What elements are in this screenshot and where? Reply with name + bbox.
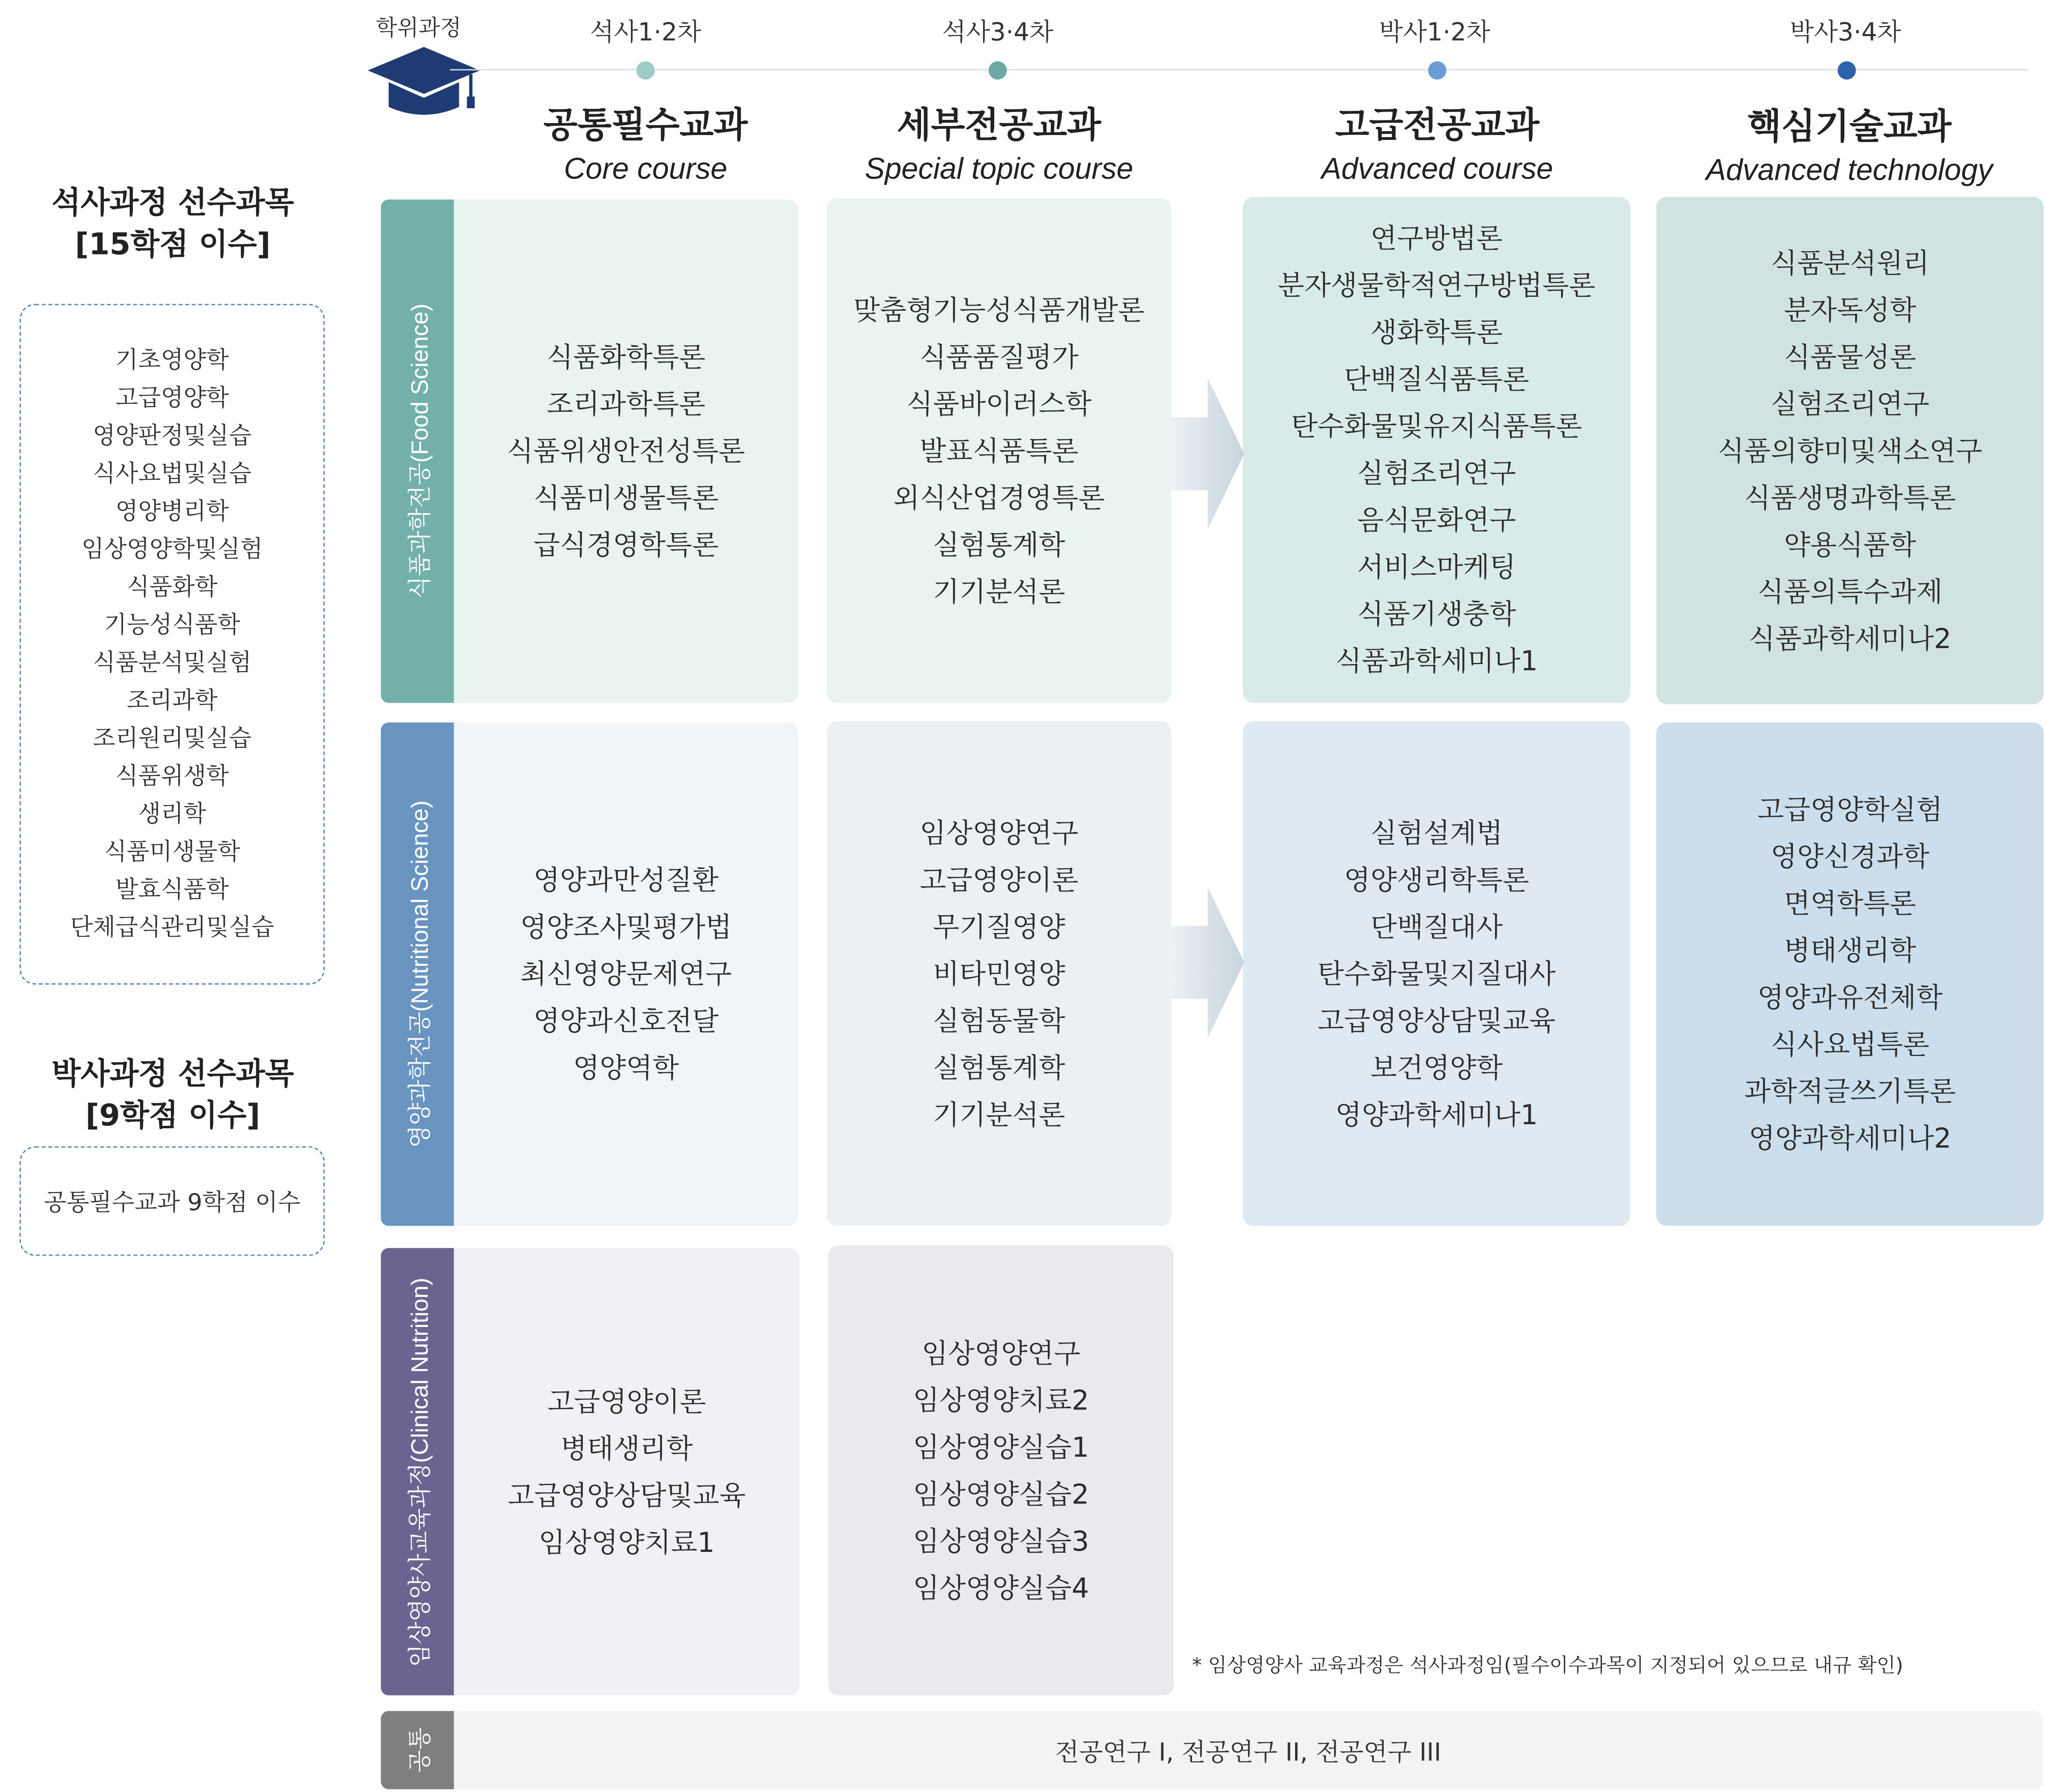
course-item: 병태생리학 — [560, 1432, 693, 1464]
course-item: 영양과만성질환 — [533, 864, 719, 896]
course-item: 영양생리학특론 — [1344, 864, 1529, 896]
progression-arrow-icon — [1169, 887, 1247, 1038]
course-item: 약용식품학 — [1784, 529, 1917, 560]
course-item: 면역학특론 — [1784, 888, 1917, 919]
prereq-course-item: 영양판정및실습 — [93, 422, 252, 450]
column-title-ko: 고급전공교과 — [1335, 105, 1540, 146]
course-item: 임상영양치료2 — [912, 1384, 1089, 1416]
column-title-en: Advanced technology — [1706, 152, 1993, 187]
course-item: 외식산업경영특론 — [893, 482, 1105, 513]
course-item: 급식경영학특론 — [533, 529, 719, 561]
course-item: 병태생리학 — [1784, 935, 1917, 967]
prereq-course-item: 식품분석및실험 — [93, 649, 252, 677]
stage-dot — [637, 61, 655, 79]
footnote: * 임상영양사 교육과정은 석사과정임(필수이수과목이 지정되어 있으므로 내규 확인) — [1192, 1653, 1903, 1677]
stage-label: 석사1·2차 — [590, 18, 702, 47]
prereq-course-item: 조리과학 — [126, 687, 218, 715]
column-title-en: Core course — [564, 151, 727, 186]
course-item: 고급영양이론 — [547, 1385, 706, 1417]
course-item: 임상영양연구 — [919, 817, 1079, 848]
stage-label: 석사3·4차 — [942, 18, 1054, 47]
course-item: 분자독성학 — [1784, 294, 1917, 325]
course-item: 임상영양치료1 — [539, 1526, 715, 1558]
course-item: 고급영양이론 — [919, 864, 1079, 896]
course-item: 식품기생충학 — [1357, 598, 1516, 630]
course-item: 식품물성론 — [1784, 341, 1917, 373]
course-item: 임상영양실습4 — [912, 1572, 1089, 1604]
course-item: 임상영양실습1 — [912, 1431, 1089, 1463]
row-label-text: 임상영양사교육과정(Clinical Nutrition) — [407, 1277, 433, 1666]
masters-prereq-list — [21, 341, 323, 946]
course-item: 실험설계법 — [1370, 817, 1503, 848]
course-cell — [1656, 197, 2044, 704]
prereq-course-item: 식사요법및실습 — [93, 460, 252, 488]
course-item: 영양과신호전달 — [533, 1005, 719, 1037]
course-item: 실험조리연구 — [1770, 388, 1930, 419]
course-item: 식품위생안전성특론 — [507, 435, 745, 467]
column-title-en: Special topic course — [864, 151, 1133, 186]
course-item: 식품과학세미나1 — [1335, 645, 1538, 677]
prereq-course-item: 발효식품학 — [115, 876, 229, 904]
prereq-course-item: 조리원리및실습 — [93, 725, 252, 753]
prereq-course-item: 고급영양학 — [115, 385, 229, 412]
course-cell — [1656, 722, 2044, 1226]
course-cell — [454, 199, 798, 703]
course-cell — [454, 722, 798, 1226]
prereq-course-item: 영양병리학 — [115, 498, 229, 526]
degree-label: 학위과정 — [376, 16, 462, 42]
course-item: 맞춤형기능성식품개발론 — [853, 294, 1145, 325]
column-title-core — [450, 104, 841, 188]
row-label-clinical-nutrition — [381, 1248, 456, 1696]
course-item: 식품바이러스학 — [906, 388, 1092, 419]
course-item: 비타민영양 — [933, 958, 1065, 989]
course-cell — [1243, 197, 1630, 703]
course-item: 임상영양연구 — [922, 1337, 1080, 1369]
course-item: 영양신경과학 — [1770, 841, 1930, 873]
row-label-text: 공통 — [407, 1727, 433, 1773]
course-item: 실험조리연구 — [1357, 458, 1516, 489]
course-item: 식품의특수과제 — [1757, 575, 1943, 607]
course-item: 영양과학세미나2 — [1749, 1123, 1951, 1154]
course-item: 생화학특론 — [1370, 317, 1503, 348]
course-item: 서비스마케팅 — [1357, 551, 1516, 583]
course-item: 과학적글쓰기특론 — [1744, 1076, 1956, 1107]
column-title-special — [803, 104, 1194, 188]
course-item: 식품품질평가 — [919, 341, 1079, 373]
prereq-course-item: 기능성식품학 — [104, 612, 241, 639]
column-title-ko: 세부전공교과 — [897, 105, 1101, 146]
course-cell — [454, 1248, 800, 1696]
stage-dot — [1428, 61, 1446, 79]
progression-arrow-icon — [1169, 378, 1247, 529]
column-title-en: Advanced course — [1321, 151, 1553, 186]
stage-dot — [988, 61, 1006, 79]
course-cell — [1243, 721, 1630, 1226]
course-item: 식사요법특론 — [1770, 1029, 1930, 1061]
common-course-cell: 전공연구 I, 전공연구 II, 전공연구 III — [454, 1711, 2043, 1790]
stage-dot — [1838, 61, 1856, 79]
course-item: 고급영양상담및교육 — [507, 1479, 746, 1511]
prereq-course-item: 식품미생물학 — [104, 839, 241, 866]
course-item: 단백질대사 — [1370, 911, 1503, 942]
doctoral-prereq-title-line1: 박사과정 선수과목 — [51, 1057, 294, 1092]
course-item: 발표식품특론 — [919, 435, 1079, 466]
timeline-line — [450, 69, 2028, 70]
prereq-course-item: 단체급식관리및실습 — [70, 914, 275, 942]
course-item: 조리과학특론 — [546, 388, 706, 420]
course-item: 기기분석론 — [933, 1098, 1065, 1130]
course-item: 식품미생물특론 — [533, 482, 719, 514]
stage-label: 박사1·2차 — [1379, 18, 1490, 47]
prereq-course-item: 임상영양학및실험 — [81, 536, 263, 564]
course-item: 고급영양상담및교육 — [1317, 1005, 1556, 1036]
course-item: 실험통계학 — [933, 529, 1065, 560]
masters-prereq-title-line2: [15학점 이수] — [75, 228, 271, 262]
course-item: 임상영양실습2 — [912, 1478, 1089, 1510]
prereq-course-item: 식품위생학 — [115, 763, 229, 791]
course-item: 임상영양실습3 — [912, 1525, 1089, 1557]
course-item: 식품생명과학특론 — [1744, 482, 1956, 513]
course-item: 식품과학세미나2 — [1749, 623, 1951, 654]
course-item: 영양과유전체학 — [1757, 982, 1943, 1013]
course-item: 영양역학 — [573, 1052, 679, 1084]
row-label-food-science — [381, 199, 456, 703]
masters-prereq-title-line1: 석사과정 선수과목 — [51, 186, 294, 220]
course-item: 영양과학세미나1 — [1335, 1098, 1538, 1130]
course-item: 탄수화물및지질대사 — [1317, 958, 1556, 989]
row-label-text: 식품과학전공(Food Science) — [407, 303, 433, 599]
column-title-advanced — [1242, 104, 1633, 188]
row-label-common — [381, 1711, 456, 1790]
prereq-course-item: 생리학 — [138, 800, 206, 828]
column-title-ko: 핵심기술교과 — [1747, 107, 1952, 148]
course-item: 실험동물학 — [933, 1005, 1065, 1036]
column-title-technology — [1654, 105, 2045, 189]
stage-label: 박사3·4차 — [1790, 18, 1901, 47]
course-cell — [828, 1245, 1174, 1695]
prereq-course-item: 기초영양학 — [115, 347, 229, 374]
course-item: 최신영양문제연구 — [520, 958, 732, 990]
masters-prereq-title — [13, 183, 332, 266]
doctoral-prereq-title — [13, 1054, 332, 1137]
doctoral-prereq-box: 공통필수교과 9학점 이수 — [20, 1146, 325, 1256]
course-item: 식품분석원리 — [1770, 247, 1930, 279]
course-item: 식품의향미및색소연구 — [1717, 435, 1983, 466]
course-item: 실험통계학 — [933, 1052, 1065, 1083]
course-cell — [827, 198, 1171, 703]
doctoral-prereq-title-line2: [9학점 이수] — [85, 1099, 260, 1134]
course-item: 분자생물학적연구방법특론 — [1278, 270, 1596, 301]
course-item: 고급영양학실험 — [1757, 794, 1943, 826]
course-item: 식품화학특론 — [546, 341, 706, 373]
column-title-ko: 공통필수교과 — [543, 105, 748, 146]
course-item: 연구방법론 — [1370, 223, 1503, 254]
course-cell — [827, 721, 1171, 1226]
course-item: 무기질영양 — [933, 911, 1065, 942]
course-item: 단백질식품특론 — [1344, 364, 1529, 395]
course-item: 보건영양학 — [1370, 1052, 1503, 1083]
row-label-nutritional-science — [381, 722, 456, 1226]
course-item: 음식문화연구 — [1357, 504, 1516, 536]
course-item: 탄수화물및유지식품특론 — [1291, 410, 1582, 442]
course-item: 기기분석론 — [933, 575, 1065, 607]
course-item: 영양조사및평가법 — [520, 911, 732, 943]
prereq-course-item: 식품화학 — [126, 574, 218, 601]
row-label-text: 영양과학전공(Nutritional Science) — [407, 800, 433, 1148]
